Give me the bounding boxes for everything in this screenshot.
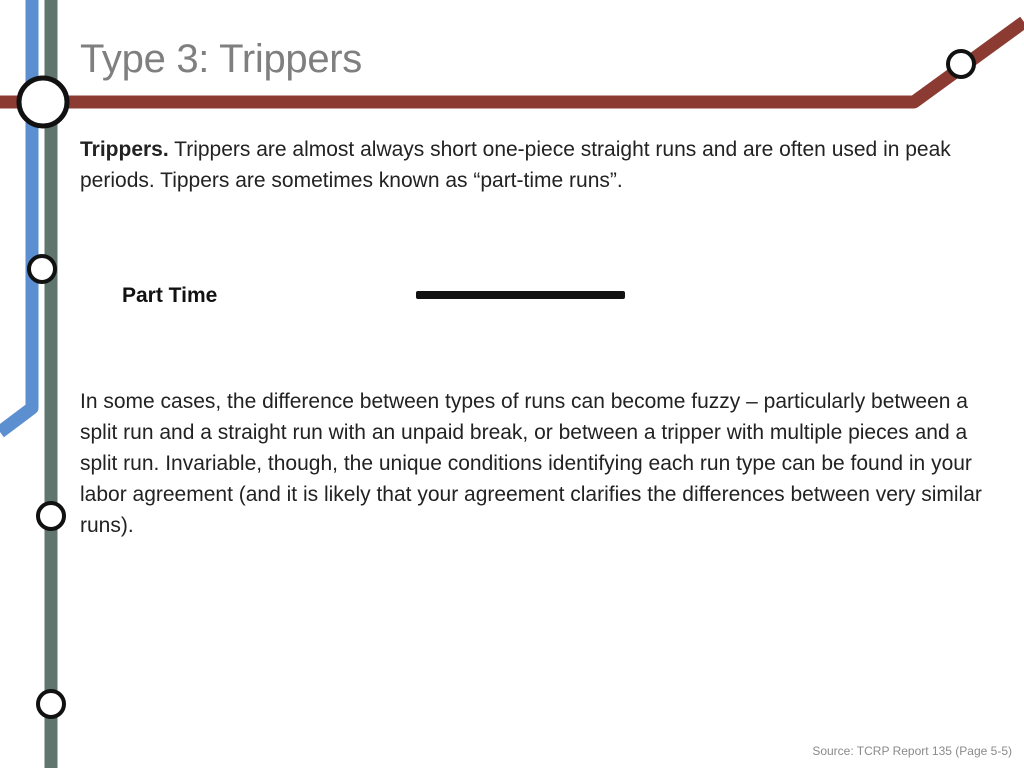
- slide-title: Type 3: Trippers: [80, 37, 362, 81]
- intro-text: Trippers are almost always short one-piece straight runs and are often used in peak periods. Tippers are sometimes known as “part-time runs”.: [80, 138, 951, 192]
- source-citation: Source: TCRP Report 135 (Page 5-5): [812, 744, 1012, 758]
- station-blue: [29, 256, 55, 282]
- station-large: [19, 78, 67, 126]
- station-right: [948, 51, 974, 77]
- intro-paragraph: [80, 134, 1000, 196]
- station-gray-mid: [38, 503, 64, 529]
- intro-term: Trippers.: [80, 138, 169, 161]
- part-time-label: Part Time: [122, 284, 218, 307]
- blue-transit-line: [0, 0, 32, 432]
- station-gray-low: [38, 691, 64, 717]
- part-time-run-bar: [416, 291, 625, 299]
- body-paragraph: In some cases, the difference between types of runs can become fuzzy – particularly between a split run and a straight run with an unpaid break, or between a tripper with multiple pieces and a split run. Invariable, though, the unique conditions identifying each run type can be found in your labor agreement (and it is likely that your agreement clarifies the differences between very similar runs).: [80, 390, 982, 537]
